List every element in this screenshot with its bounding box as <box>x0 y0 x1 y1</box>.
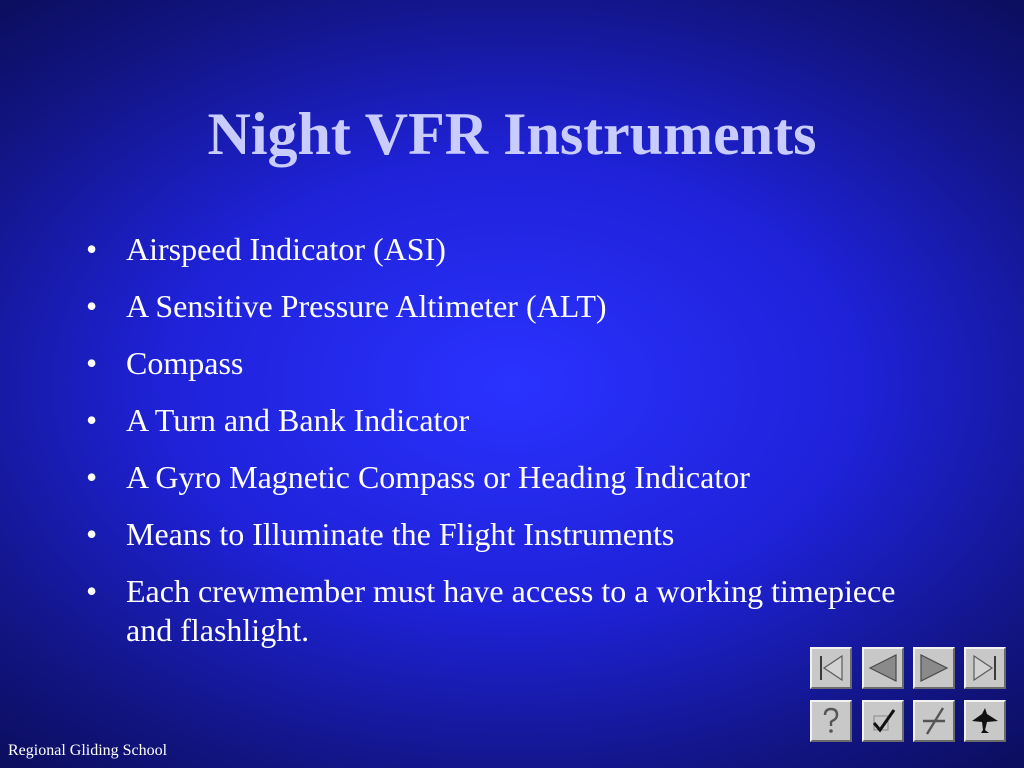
list-item <box>86 458 936 497</box>
list-item <box>86 230 936 269</box>
question-icon <box>814 704 848 738</box>
list-item <box>86 344 936 383</box>
last-slide-icon <box>968 651 1002 685</box>
bullet-text: Airspeed Indicator (ASI) <box>126 231 446 267</box>
slide-title: Night VFR Instruments <box>207 101 817 167</box>
previous-slide-button[interactable] <box>862 647 904 689</box>
first-slide-icon <box>814 651 848 685</box>
help-button[interactable] <box>810 700 852 742</box>
last-slide-button[interactable] <box>964 647 1006 689</box>
bullet-marker: • <box>86 402 98 438</box>
airplane-icon <box>968 704 1002 738</box>
bullet-text: A Turn and Bank Indicator <box>126 402 470 438</box>
list-item <box>86 572 936 650</box>
bullet-marker: • <box>86 345 98 381</box>
bullet-marker: • <box>86 231 98 267</box>
next-slide-button[interactable] <box>913 647 955 689</box>
check-button[interactable] <box>862 700 904 742</box>
bullet-text: Compass <box>126 345 244 381</box>
bullet-text: Each crewmember must have access to a working timepiece and flashlight. <box>126 573 896 648</box>
list-item <box>86 515 936 554</box>
cross-icon <box>917 704 951 738</box>
bullet-list <box>86 230 936 668</box>
list-item <box>86 287 936 326</box>
first-slide-button[interactable] <box>810 647 852 689</box>
bullet-text: A Sensitive Pressure Altimeter (ALT) <box>126 288 607 324</box>
bullet-text: A Gyro Magnetic Compass or Heading Indicator <box>126 459 750 495</box>
cross-button[interactable] <box>913 700 955 742</box>
airplane-button[interactable] <box>964 700 1006 742</box>
list-item <box>86 401 936 440</box>
bullet-marker: • <box>86 573 98 609</box>
bullet-marker: • <box>86 516 98 552</box>
bullet-text: Means to Illuminate the Flight Instruments <box>126 516 675 552</box>
footer-text: Regional Gliding School <box>8 742 168 759</box>
bullet-marker: • <box>86 459 98 495</box>
next-slide-icon <box>917 651 951 685</box>
previous-slide-icon <box>866 651 900 685</box>
checkmark-icon <box>866 704 900 738</box>
bullet-marker: • <box>86 288 98 324</box>
